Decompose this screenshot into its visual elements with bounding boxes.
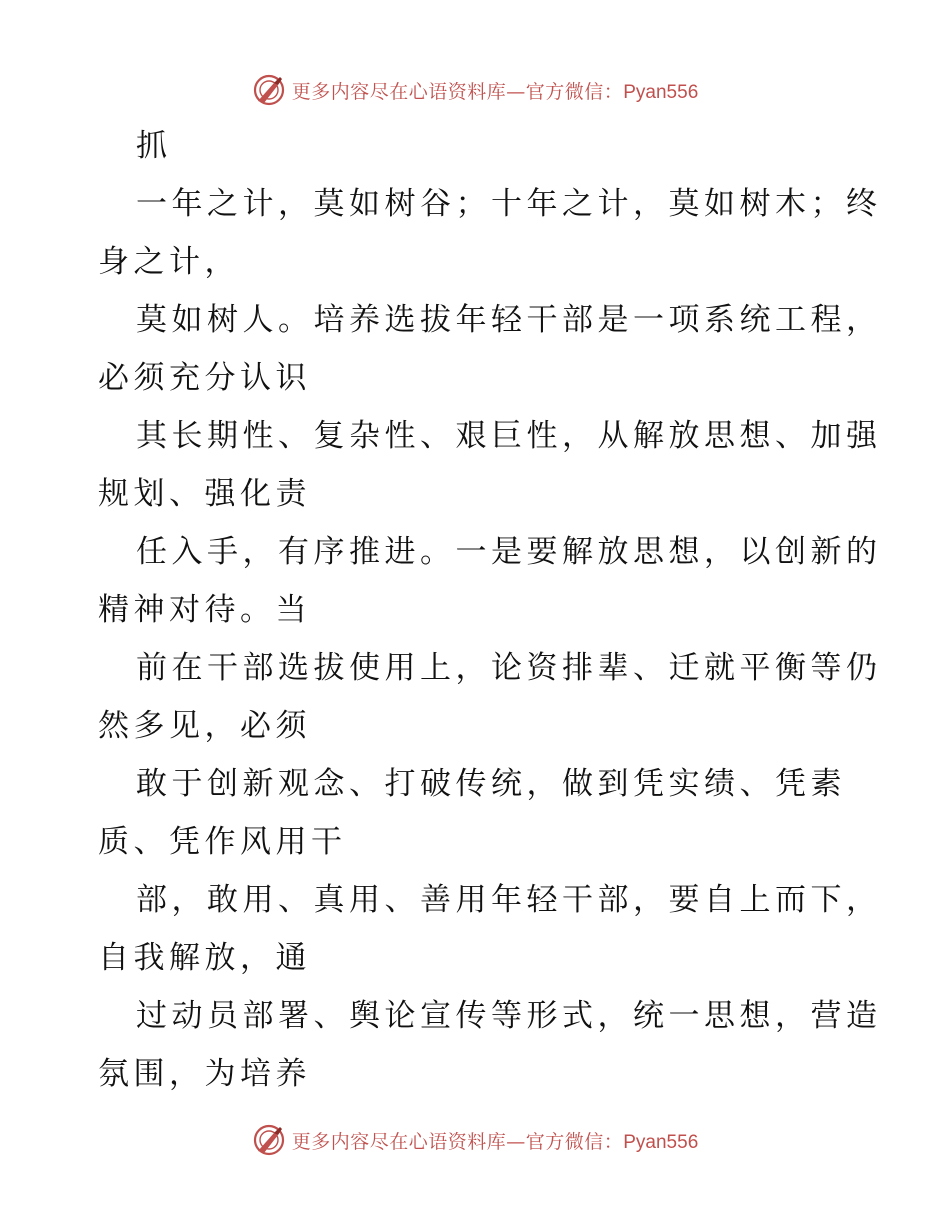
- text-line: 任入手，有序推进。一是要解放思想，以创新的: [136, 534, 882, 570]
- text-line: 部，敢用、真用、善用年轻干部，要自上而下，: [136, 882, 882, 918]
- text-line: 必须充分认识: [98, 360, 311, 396]
- text-line: 规划、强化责: [98, 476, 311, 512]
- text-line: 一年之计，莫如树谷；十年之计，莫如树木；终: [136, 186, 882, 222]
- text-line: 前在干部选拔使用上，论资排辈、迁就平衡等仍: [136, 650, 882, 686]
- footer-banner: [0, 1118, 950, 1162]
- pen-logo-icon: [252, 1123, 286, 1157]
- text-line: 莫如树人。培养选拔年轻干部是一项系统工程，: [136, 302, 882, 338]
- pen-logo-icon: [252, 73, 286, 107]
- document-body: [98, 117, 882, 1103]
- text-line: 其长期性、复杂性、艰巨性，从解放思想、加强: [136, 418, 882, 454]
- text-line: 自我解放，通: [98, 940, 311, 976]
- header-banner: [0, 68, 950, 112]
- text-line: 然多见，必须: [98, 708, 311, 744]
- text-line: 抓: [136, 128, 172, 164]
- banner-text: [292, 1127, 699, 1154]
- text-line: 精神对待。当: [98, 592, 311, 628]
- wechat-id: Pyan556: [623, 81, 699, 103]
- text-line: 身之计，: [98, 244, 240, 280]
- text-line: 氛围，为培养: [98, 1056, 311, 1092]
- banner-label: 更多内容尽在心语资料库—官方微信：: [291, 80, 624, 103]
- text-line: 敢于创新观念、打破传统，做到凭实绩、凭素: [136, 766, 846, 802]
- banner-text: [292, 77, 699, 104]
- banner-label: 更多内容尽在心语资料库—官方微信：: [291, 1130, 624, 1153]
- wechat-id: Pyan556: [623, 1131, 699, 1153]
- text-line: 过动员部署、舆论宣传等形式，统一思想，营造: [136, 998, 882, 1034]
- text-line: 质、凭作风用干: [98, 824, 347, 860]
